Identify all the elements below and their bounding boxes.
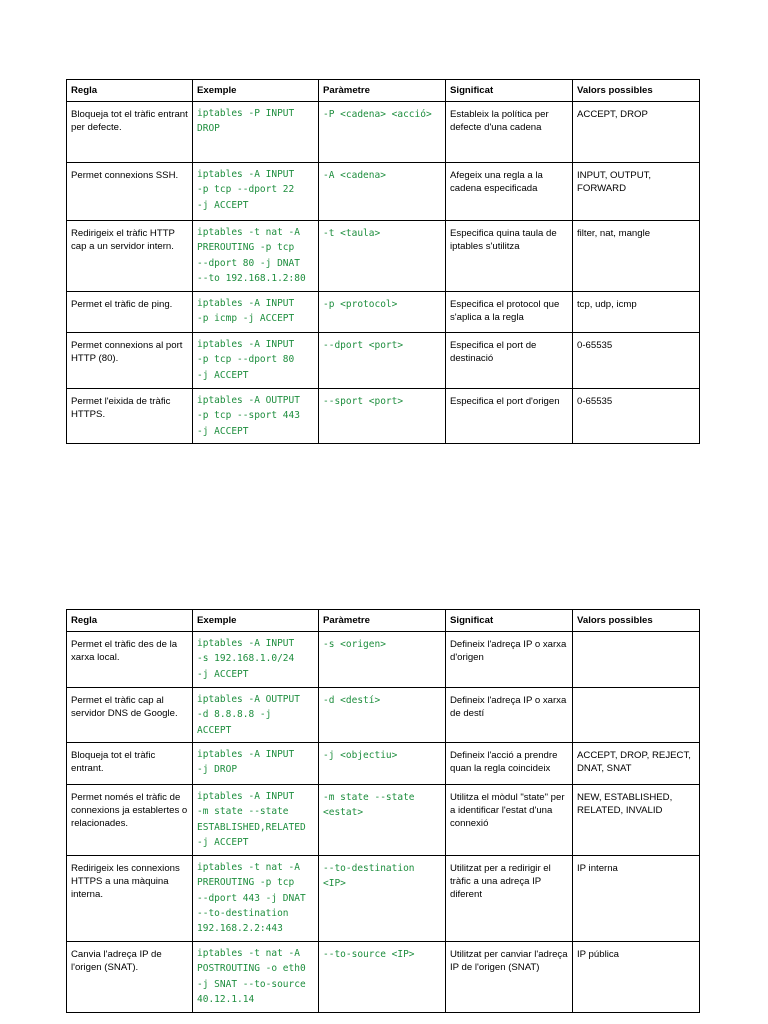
- cell-exemple: iptables -A OUTPUT -p tcp --sport 443 -j ACCEPT: [193, 389, 319, 444]
- header-regla: Regla: [67, 610, 193, 632]
- cell-regla: Permet el tràfic des de la xarxa local.: [67, 632, 193, 688]
- cell-exemple: iptables -t nat -A PREROUTING -p tcp --dport 443 -j DNAT --to-destination 192.168.2.2:443: [193, 856, 319, 942]
- cell-parametre: --to-destination <IP>: [319, 856, 446, 942]
- iptables-table-2: [66, 609, 700, 1013]
- header-parametre: Paràmetre: [319, 80, 446, 102]
- cell-significat: Defineix l'adreça IP o xarxa d'origen: [446, 632, 573, 688]
- cell-regla: Permet només el tràfic de connexions ja establertes o relacionades.: [67, 785, 193, 856]
- cell-parametre: --dport <port>: [319, 333, 446, 389]
- cell-parametre: -d <destí>: [319, 688, 446, 743]
- cell-valors: [573, 632, 700, 688]
- cell-significat: Especifica el protocol que s'aplica a la regla: [446, 292, 573, 333]
- cell-valors: 0-65535: [573, 333, 700, 389]
- cell-significat: Utilitza el mòdul "state" per a identificar l'estat d'una connexió: [446, 785, 573, 856]
- table-header-row: [67, 80, 700, 102]
- cell-parametre: -j <objectiu>: [319, 743, 446, 785]
- header-valors: Valors possibles: [573, 80, 700, 102]
- cell-regla: Canvia l'adreça IP de l'origen (SNAT).: [67, 942, 193, 1013]
- cell-exemple: iptables -A INPUT -j DROP: [193, 743, 319, 785]
- header-exemple: Exemple: [193, 610, 319, 632]
- header-significat: Significat: [446, 610, 573, 632]
- cell-parametre: -P <cadena> <acció>: [319, 102, 446, 163]
- cell-parametre: -s <origen>: [319, 632, 446, 688]
- cell-valors: tcp, udp, icmp: [573, 292, 700, 333]
- table-row: [67, 292, 700, 333]
- cell-regla: Redirigeix el tràfic HTTP cap a un servidor intern.: [67, 221, 193, 292]
- table-row: [67, 221, 700, 292]
- cell-exemple: iptables -A OUTPUT -d 8.8.8.8 -j ACCEPT: [193, 688, 319, 743]
- cell-significat: Utilitzat per canviar l'adreça IP de l'origen (SNAT): [446, 942, 573, 1013]
- cell-exemple: iptables -P INPUT DROP: [193, 102, 319, 163]
- cell-significat: Especifica quina taula de iptables s'utilitza: [446, 221, 573, 292]
- table-row: [67, 688, 700, 743]
- cell-parametre: --to-source <IP>: [319, 942, 446, 1013]
- cell-regla: Permet connexions al port HTTP (80).: [67, 333, 193, 389]
- iptables-table-1: [66, 79, 700, 444]
- cell-significat: Especifica el port de destinació: [446, 333, 573, 389]
- cell-significat: Afegeix una regla a la cadena especificada: [446, 163, 573, 221]
- table-row: [67, 856, 700, 942]
- cell-valors: ACCEPT, DROP: [573, 102, 700, 163]
- table-row: [67, 333, 700, 389]
- cell-exemple: iptables -A INPUT -s 192.168.1.0/24 -j ACCEPT: [193, 632, 319, 688]
- cell-exemple: iptables -A INPUT -m state --state ESTABLISHED,RELATED -j ACCEPT: [193, 785, 319, 856]
- cell-regla: Bloqueja tot el tràfic entrant.: [67, 743, 193, 785]
- table-row: [67, 785, 700, 856]
- cell-valors: 0-65535: [573, 389, 700, 444]
- header-exemple: Exemple: [193, 80, 319, 102]
- header-regla: Regla: [67, 80, 193, 102]
- cell-regla: Bloqueja tot el tràfic entrant per defecte.: [67, 102, 193, 163]
- cell-valors: IP interna: [573, 856, 700, 942]
- cell-valors: IP pública: [573, 942, 700, 1013]
- cell-regla: Permet el tràfic cap al servidor DNS de Google.: [67, 688, 193, 743]
- cell-valors: [573, 688, 700, 743]
- cell-parametre: -A <cadena>: [319, 163, 446, 221]
- cell-parametre: -p <protocol>: [319, 292, 446, 333]
- header-significat: Significat: [446, 80, 573, 102]
- table-row: [67, 743, 700, 785]
- table-row: [67, 163, 700, 221]
- cell-valors: NEW, ESTABLISHED, RELATED, INVALID: [573, 785, 700, 856]
- header-valors: Valors possibles: [573, 610, 700, 632]
- cell-exemple: iptables -t nat -A PREROUTING -p tcp --dport 80 -j DNAT --to 192.168.1.2:80: [193, 221, 319, 292]
- table-row: [67, 102, 700, 163]
- cell-regla: Permet connexions SSH.: [67, 163, 193, 221]
- header-parametre: Paràmetre: [319, 610, 446, 632]
- table-header-row: [67, 610, 700, 632]
- cell-significat: Estableix la política per defecte d'una cadena: [446, 102, 573, 163]
- cell-significat: Utilitzat per a redirigir el tràfic a una adreça IP diferent: [446, 856, 573, 942]
- cell-significat: Defineix l'adreça IP o xarxa de destí: [446, 688, 573, 743]
- cell-exemple: iptables -t nat -A POSTROUTING -o eth0 -j SNAT --to-source 40.12.1.14: [193, 942, 319, 1013]
- cell-exemple: iptables -A INPUT -p tcp --dport 22 -j ACCEPT: [193, 163, 319, 221]
- cell-parametre: --sport <port>: [319, 389, 446, 444]
- cell-regla: Permet el tràfic de ping.: [67, 292, 193, 333]
- cell-valors: filter, nat, mangle: [573, 221, 700, 292]
- cell-exemple: iptables -A INPUT -p tcp --dport 80 -j ACCEPT: [193, 333, 319, 389]
- cell-valors: ACCEPT, DROP, REJECT, DNAT, SNAT: [573, 743, 700, 785]
- table-row: [67, 632, 700, 688]
- table-row: [67, 389, 700, 444]
- table-row: [67, 942, 700, 1013]
- cell-significat: Defineix l'acció a prendre quan la regla coincideix: [446, 743, 573, 785]
- cell-regla: Redirigeix les connexions HTTPS a una màquina interna.: [67, 856, 193, 942]
- cell-regla: Permet l'eixida de tràfic HTTPS.: [67, 389, 193, 444]
- cell-parametre: -m state --state <estat>: [319, 785, 446, 856]
- cell-significat: Especifica el port d'origen: [446, 389, 573, 444]
- cell-parametre: -t <taula>: [319, 221, 446, 292]
- cell-exemple: iptables -A INPUT -p icmp -j ACCEPT: [193, 292, 319, 333]
- cell-valors: INPUT, OUTPUT, FORWARD: [573, 163, 700, 221]
